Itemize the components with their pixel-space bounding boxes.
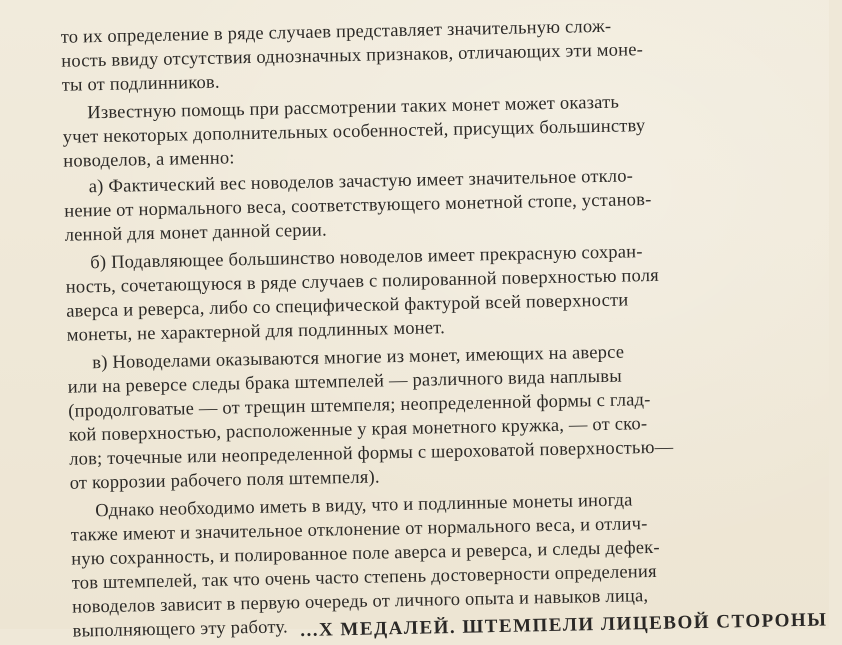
text-line: (продолговатые — от трещин штемпеля; неопределенной формы с глад- [68, 390, 651, 422]
text-line: новоделов зависит в первую очередь от личного опыта и навыков лица, [72, 586, 649, 618]
text-line: кой поверхностью, расположенные у края монетного кружка, — от ско- [68, 414, 648, 446]
text-line: ность ввиду отсутствия однозначных признаков, отличающих эти моне- [61, 40, 644, 72]
text-line: от коррозии рабочего поля штемпеля). [69, 467, 380, 494]
text-line: учет некоторых дополнительных особенностей, присущих большинству [62, 116, 646, 148]
text-line: ленной для монет данной серии. [64, 220, 328, 246]
section-heading: ...Х МЕДАЛЕЙ. ШТЕМПЕЛИ ЛИЦЕВОЙ СТОРОНЫ [300, 609, 828, 641]
text-line: лов; точечные или неопределенной формы с шероховатой поверхностью— [69, 437, 674, 470]
item-v: в) Новоделами оказываются многие из монет, имеющих на аверсе [92, 342, 625, 374]
text-line: аверса и реверса, либо со специфической фактурой всей поверхности [66, 290, 629, 322]
text-line: или на реверсе следы брака штемпелей — различного вида наплывы [67, 366, 623, 398]
text-line: выполняющего эту работу. [72, 617, 289, 642]
paragraph-start: Однако необходимо иметь в виду, что и подлинные монеты иногда [95, 490, 633, 522]
text-line: также имеют и значительное отклонение от нормального веса, и отлич- [70, 514, 648, 546]
item-b: б) Подавляющее большинство новоделов имеет прекрасную сохран- [90, 242, 643, 274]
text-line: ную сохранность, и полированное поле аверса и реверса, и следы дефек- [71, 537, 660, 570]
text-line: тов штемпелей, так что очень часто степень достоверности определения [71, 561, 657, 594]
text-line: монеты, не характерной для подлинных монет. [66, 318, 446, 346]
paragraph-start: Известную помощь при рассмотрении таких монет может оказать [87, 92, 620, 124]
item-a: а) Фактический вес новоделов зачастую имеет значительное откло- [88, 166, 634, 198]
text-line: ты от подлинников. [61, 72, 220, 96]
text-line: нение от нормального веса, соответствующего монетной стопе, установ- [64, 189, 652, 222]
text-line: ность, сочетающуюся в ряде случаев с полированной поверхностью поля [65, 265, 660, 298]
text-line: новоделов, а именно: [63, 148, 235, 172]
text-line: то их определение в ряде случаев представляет значительную слож- [60, 16, 612, 48]
